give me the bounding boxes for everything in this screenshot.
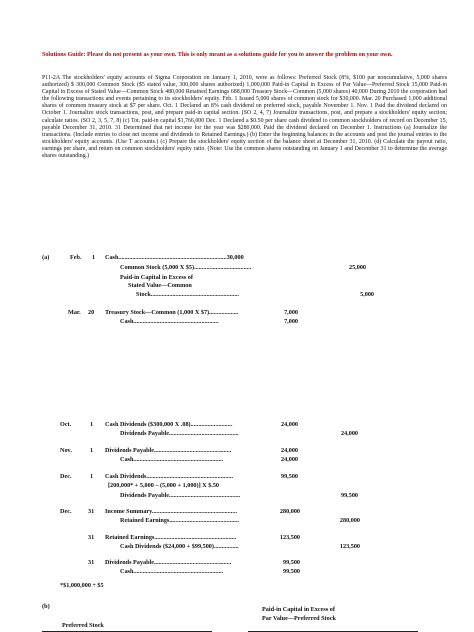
credit-amount: 123,500 [339, 543, 360, 550]
debit-amount: 7,000 [284, 309, 298, 316]
dividend-calculation: [200,000* + 5,000 – (5,000 + 1,000)] X $.50 [108, 482, 220, 489]
entry-credit: Cash.......................................................... [120, 456, 224, 463]
credit-amount: 7,000 [284, 318, 298, 325]
entry-day: 31 [88, 534, 95, 541]
entry-credit: Cash.......................................................... [120, 568, 224, 575]
entry-credit: Dividends Payable.............................................. [120, 492, 241, 499]
credit-amount: 280,000 [339, 517, 360, 524]
entry-day: 1 [90, 447, 94, 454]
credit-amount: 24,000 [280, 456, 298, 463]
entry-credit: Stated Value—Common [128, 282, 192, 289]
solutions-guide-notice: Solutions Guide: Please do not present as your own. This is only meant as a solutions guide for you to answer the problem on your own. [42, 52, 393, 58]
debit-amount: 24,000 [280, 447, 298, 454]
debit-amount: 99,500 [280, 473, 298, 480]
entry-debit: Retained Earnings..................................................... [105, 534, 237, 541]
credit-amount: 24,000 [340, 430, 358, 437]
debit-amount: 123,500 [279, 534, 300, 541]
t-account-pic-title-line2: Par Value—Preferred Stock [262, 615, 336, 622]
debit-amount: 99,500 [282, 559, 300, 566]
debit-amount: 24,000 [280, 421, 298, 428]
entry-credit: Cash Dividends ($24,000 + $99,500)................ [120, 543, 239, 550]
entry-credit: Retained Earnings............................................. [120, 517, 239, 524]
entry-debit: Dividends Payable.................................................. [105, 447, 232, 454]
credit-amount: 5,000 [360, 291, 374, 298]
entry-credit: Common Stock (5,000 X $5)..................................... [120, 264, 252, 271]
credit-amount: 99,500 [340, 492, 358, 499]
entry-credit: Stock......................................................... [136, 291, 239, 298]
entry-debit: Dividends Payable.................................................. [105, 559, 232, 566]
problem-statement: P11-2A The stockholders' equity accounts of Sigma Corporation on January 1, 2010, were as follows: Preferred Stock (8%, $100 par noncumulative, 5,000 shares authorized) $ 300,000 Common Stock ($5 stated value, 300,000 shares authorized) 1,000,000 Paid-in Capital in Excess of Par Value—Preferred Stock 15,000 Paid-in Capital in Excess of Stated Value—Common Stock 480,000 Retained Earnings 688,000 Treasury Stock—Common (5,000 shares) 40,000 During 2010 the corporation had the following transactions and events pertaining to its stockholders' equity. Feb. 1 Issued 5,000 shares of common stock for $30,000. Mar. 20 Purchased 1,000 additional shares of common treasury stock at $7 per share. Oct. 1 Declared an 8% cash dividend on preferred stock, payable November 1. Nov. 1 Paid the dividend declared on October 1. Journalize stock transactions, post, and prepare paid-in capital section. (SO 2, 4, 7) Journalize transactions, post, and prepare a stockholders' equity section; calculate ratios. (SO 2, 3, 5, 7, 8) (c) Tot. paid-in capital $1,766,000 Dec. 1 Declared a $0.50 per share cash dividend to common stockholders of record on December 15, payable December 31, 2010. 31 Determined that net income for the year was $280,000. Paid the dividend declared on December 1. Instructions (a) Journalize the transactions. (Include entries to close net income and dividends to Retained Earnings.) (b) Enter the beginning balances in the accounts and post the journal entries to the stockholders' equity accounts. (Use T accounts.) (c) Prepare the stockholders' equity section of the balance sheet at December 31, 2010. (d) Calculate the payout ratio, earnings per share, and return on common stockholders' equity ratio. (Note: Use the common shares outstanding on January 1 and December 31 to determine the average shares outstanding.) [42, 75, 447, 160]
entry-day: 1 [90, 473, 94, 480]
entry-debit: Cash Dividends........................................................ [105, 473, 234, 480]
entry-debit: Cash......................................................................30,000 [105, 254, 244, 261]
t-account-preferred-stock-title: Preferred Stock [62, 622, 104, 629]
part-a-label: (a) [42, 254, 50, 261]
credit-amount: 25,000 [348, 264, 366, 271]
entry-month: Oct. [60, 421, 72, 428]
entry-credit: Dividends Payable............................................. [120, 430, 239, 437]
entry-day: 1 [92, 254, 96, 261]
entry-month: Dec. [60, 473, 72, 480]
entry-credit: Paid-in Capital in Excess of [120, 274, 193, 281]
part-b-label: (b) [42, 603, 50, 610]
entry-month: Dec. [60, 508, 72, 515]
credit-amount: 99,500 [282, 568, 300, 575]
entry-debit: Income Summary....................................................... [105, 508, 237, 515]
entry-month: Mar. [68, 309, 81, 316]
debit-amount: 280,000 [279, 508, 300, 515]
footnote: *$1,000,000 ÷ $5 [60, 582, 104, 589]
entry-month: Feb. [70, 254, 82, 261]
entry-day: 20 [88, 309, 95, 316]
entry-credit: Cash....................................................... [120, 318, 219, 325]
entry-day: 31 [88, 559, 95, 566]
entry-debit: Cash Dividends ($300,000 X .08)........................... [105, 421, 233, 428]
entry-month: Nov. [60, 447, 72, 454]
entry-debit: Treasury Stock—Common (1,000 X $7)................... [105, 309, 239, 316]
entry-day: 31 [88, 508, 95, 515]
t-account-pic-title-line1: Paid-in Capital in Excess of [262, 606, 335, 613]
entry-day: 1 [90, 421, 94, 428]
